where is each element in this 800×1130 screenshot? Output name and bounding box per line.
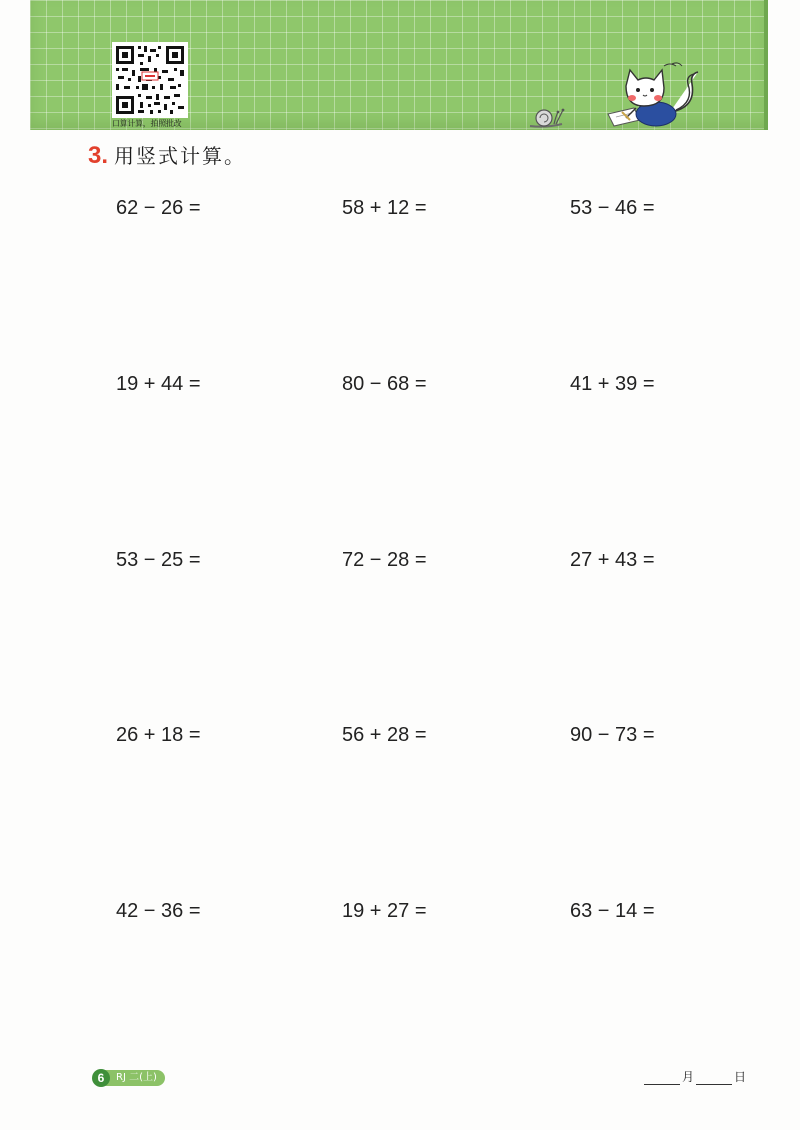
exercise-number: 3. (88, 142, 109, 169)
problem-item: 27 + 43 = (570, 549, 655, 571)
month-blank[interactable] (644, 1070, 680, 1085)
exercise-instruction: 用竖式计算。 (114, 144, 247, 168)
problem-item: 90 − 73 = (570, 724, 655, 746)
problem-item: 62 − 26 = (116, 197, 201, 219)
problem-item: 42 − 36 = (116, 900, 201, 922)
problem-item: 19 + 44 = (116, 373, 201, 395)
month-label: 月 (682, 1070, 695, 1084)
problem-item: 72 − 28 = (342, 549, 427, 571)
problem-item: 19 + 27 = (342, 900, 427, 922)
day-label: 日 (734, 1070, 747, 1084)
problem-item: 53 − 25 = (116, 549, 201, 571)
qr-caption: 口算计算，拍照批改 (112, 119, 182, 128)
problem-item: 80 − 68 = (342, 373, 427, 395)
problem-item: 58 + 12 = (342, 197, 427, 219)
page-footer-left (92, 1069, 165, 1087)
problem-item: 26 + 18 = (116, 724, 201, 746)
problem-item: 56 + 28 = (342, 724, 427, 746)
book-label: RJ 二(上) (104, 1070, 165, 1086)
date-fields (644, 1068, 748, 1085)
page-number: 6 (92, 1069, 110, 1087)
problem-item: 41 + 39 = (570, 373, 655, 395)
day-blank[interactable] (696, 1070, 732, 1085)
problem-item: 63 − 14 = (570, 900, 655, 922)
problem-item: 53 − 46 = (570, 197, 655, 219)
